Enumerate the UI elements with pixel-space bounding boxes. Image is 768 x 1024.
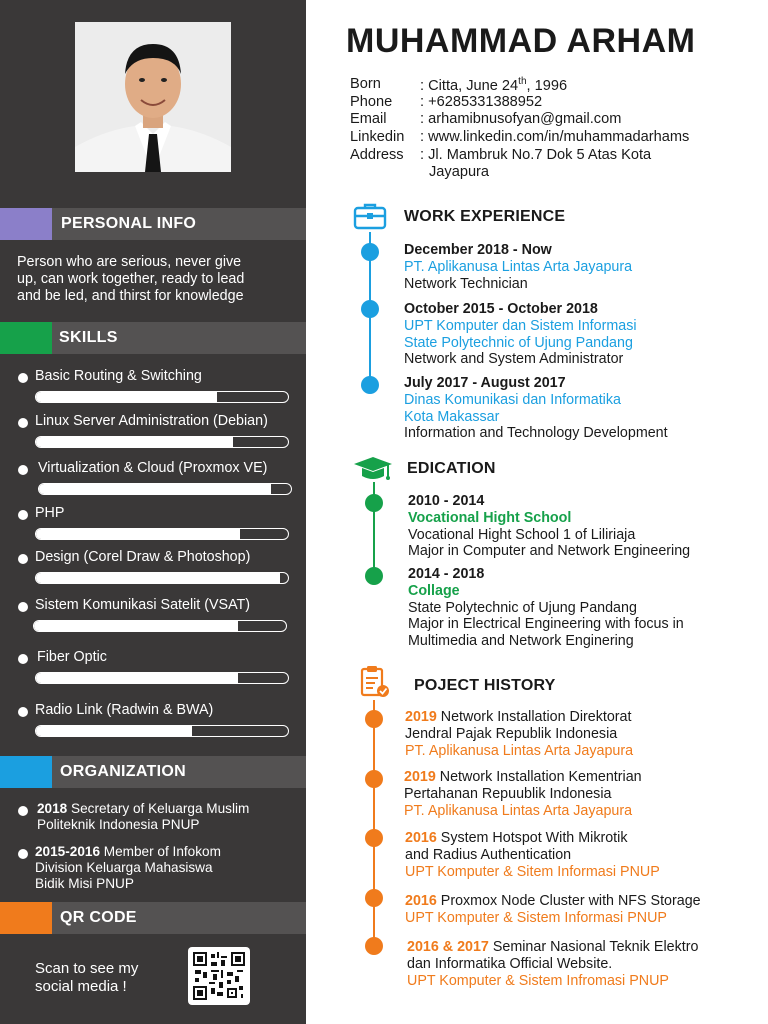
qr-caption-line: social media !: [35, 978, 127, 995]
bullet-icon: [18, 554, 28, 564]
bullet-icon: [18, 602, 28, 612]
profile-photo: [75, 22, 231, 172]
education-level: Collage: [408, 582, 460, 599]
project-text: System Hotspot With Mikrotik: [436, 830, 628, 846]
organization-role: Member of Infokom: [100, 844, 221, 859]
timeline-dot-icon: [361, 243, 379, 261]
skill-bar-fill: [39, 484, 271, 494]
born-value: [420, 76, 567, 94]
phone-value[interactable]: : +6285331388952: [420, 94, 543, 110]
address-label: Address: [350, 147, 404, 163]
project-history-title: POJECT HISTORY: [414, 677, 556, 694]
skill-name: Basic Routing & Switching: [35, 368, 202, 384]
organization-accent: [0, 756, 52, 788]
clipboard-check-icon: [359, 665, 391, 704]
briefcase-icon: [353, 202, 387, 235]
bullet-icon: [18, 373, 28, 383]
skill-bar-fill: [36, 392, 217, 402]
work-company: PT. Aplikanusa Lintas Arta Jayapura: [404, 258, 633, 275]
work-company: Dinas Komunikasi dan Informatika: [404, 391, 621, 408]
about-line: up, can work together, ready to lead: [17, 271, 245, 287]
address-value: : Jl. Mambruk No.7 Dok 5 Atas Kota: [420, 147, 652, 163]
skill-bar: [35, 436, 289, 448]
project-year: 2016: [405, 893, 437, 909]
linkedin-label: Linkedin: [350, 129, 405, 145]
project-text-line-2: Jendral Pajak Republik Indonesia: [405, 725, 618, 742]
organization-title: ORGANIZATION: [60, 763, 186, 780]
qr-caption-line: Scan to see my: [35, 960, 139, 977]
skill-bar: [35, 391, 289, 403]
project-text: Network Installation Kementrian: [435, 769, 642, 785]
about-text: [17, 254, 299, 305]
project-entry: [405, 830, 660, 880]
personal-info-header: [0, 208, 306, 240]
work-entry: [404, 375, 668, 442]
linkedin-row: [350, 129, 690, 145]
project-entry: [405, 893, 701, 927]
work-company-line-2: Kota Makassar: [404, 408, 500, 425]
project-text: Seminar Nasional Teknik Elektro: [488, 939, 699, 955]
project-year: 2016 & 2017: [407, 939, 489, 955]
skills-accent: [0, 322, 52, 354]
project-year: 2019: [405, 709, 437, 725]
work-date: October 2015 - October 2018: [404, 301, 598, 317]
bullet-icon: [18, 654, 28, 664]
phone-row: [350, 94, 543, 110]
project-org: PT. Aplikanusa Lintas Arta Jayapura: [404, 802, 633, 819]
work-experience-title: WORK EXPERIENCE: [404, 208, 566, 225]
timeline-dot-icon: [365, 710, 383, 728]
qr-caption: [35, 960, 185, 996]
project-entry: [405, 709, 633, 759]
work-date: December 2018 - Now: [404, 242, 552, 258]
project-org: UPT Komputer & Sitem Informasi PNUP: [405, 863, 660, 880]
personal-info-title: PERSONAL INFO: [61, 215, 197, 232]
project-text: Network Installation Direktorat: [436, 709, 632, 725]
project-text-line-2: and Radius Authentication: [405, 846, 572, 863]
email-label: Email: [350, 111, 387, 127]
organization-line: Division Keluarga Mahasiswa: [35, 860, 213, 875]
skill-bar: [35, 528, 289, 540]
education-major: Major in Electrical Engineering with focus in: [408, 616, 684, 633]
linkedin-value[interactable]: : www.linkedin.com/in/muhammadarhams: [420, 129, 690, 145]
skill-name: Linux Server Administration (Debian): [35, 413, 268, 429]
bullet-icon: [18, 510, 28, 520]
organization-text: [35, 844, 305, 892]
education-major-line-2: Multimedia and Network Enginering: [408, 633, 634, 650]
skill-name: Sistem Komunikasi Satelit (VSAT): [35, 597, 251, 613]
about-line: and be led, and thirst for knowledge: [17, 288, 244, 304]
born-year: , 1996: [526, 77, 568, 94]
education-entry: [408, 493, 690, 560]
sidebar: [0, 0, 306, 1024]
education-school: State Polytechnic of Ujung Pandang: [408, 599, 637, 616]
project-timeline-line: [373, 700, 375, 950]
education-date: 2010 - 2014: [408, 493, 485, 509]
project-text-line-2: dan Informatika Official Website.: [407, 955, 613, 972]
skill-name: Radio Link (Radwin & BWA): [35, 702, 214, 718]
qr-code-title: QR CODE: [60, 909, 137, 926]
skill-bar: [35, 725, 289, 737]
organization-role: Secretary of Keluarga Muslim: [67, 801, 250, 816]
qr-code-header: [0, 902, 306, 934]
timeline-dot-icon: [365, 937, 383, 955]
skill-name: PHP: [35, 505, 65, 521]
bullet-icon: [18, 418, 28, 428]
skill-bar: [35, 572, 289, 584]
timeline-dot-icon: [365, 889, 383, 907]
about-line: Person who are serious, never give: [17, 254, 242, 270]
address-row: [350, 147, 652, 180]
project-org: UPT Komputer & Sistem Infromasi PNUP: [407, 972, 669, 989]
project-entry: [404, 769, 642, 819]
project-year: 2019: [404, 769, 436, 785]
timeline-dot-icon: [361, 376, 379, 394]
work-company-line-2: State Polytechnic of Ujung Pandang: [404, 334, 633, 351]
work-date: July 2017 - August 2017: [404, 375, 566, 391]
work-company: UPT Komputer dan Sistem Informasi: [404, 317, 637, 334]
organization-line: Bidik Misi PNUP: [35, 876, 134, 891]
born-label: Born: [350, 76, 381, 92]
born-suffix: th: [518, 76, 527, 87]
skill-bar: [33, 620, 287, 632]
work-entry: [404, 301, 637, 368]
born-date: : Citta, June 24: [420, 77, 519, 94]
organization-header: [0, 756, 306, 788]
project-org: PT. Aplikanusa Lintas Arta Jayapura: [405, 742, 634, 759]
skill-bar-fill: [36, 529, 240, 539]
work-role: Network Technician: [404, 275, 528, 292]
personal-info-accent: [0, 208, 52, 240]
qr-code-image[interactable]: [188, 947, 250, 1005]
timeline-dot-icon: [361, 300, 379, 318]
project-org: UPT Komputer & Sistem Informasi PNUP: [405, 909, 667, 926]
education-date: 2014 - 2018: [408, 566, 485, 582]
skill-bar-fill: [36, 673, 238, 683]
timeline-dot-icon: [365, 494, 383, 512]
bullet-icon: [18, 707, 28, 717]
skill-bar-fill: [36, 573, 280, 583]
organization-year: 2018: [37, 801, 68, 816]
bullet-icon: [18, 806, 28, 816]
education-entry: [408, 566, 684, 650]
project-entry: [407, 939, 698, 989]
address-value-line-2: Jayapura: [429, 164, 490, 180]
organization-text: [37, 801, 307, 833]
education-school: Vocational Hight School 1 of Liliriaja: [408, 526, 636, 543]
timeline-dot-icon: [365, 829, 383, 847]
project-year: 2016: [405, 830, 437, 846]
skills-title: SKILLS: [59, 329, 118, 346]
skill-bar-fill: [36, 437, 233, 447]
timeline-dot-icon: [365, 567, 383, 585]
phone-label: Phone: [350, 94, 393, 110]
work-entry: [404, 242, 632, 292]
bullet-icon: [18, 465, 28, 475]
education-major: Major in Computer and Network Engineering: [408, 543, 691, 560]
skill-name: Design (Corel Draw & Photoshop): [35, 549, 251, 565]
project-text: Proxmox Node Cluster with NFS Storage: [436, 893, 701, 909]
organization-year: 2015-2016: [35, 844, 101, 859]
skills-header: [0, 322, 306, 354]
full-name: MUHAMMAD ARHAM: [346, 22, 696, 60]
skill-bar: [38, 483, 292, 495]
work-role: Information and Technology Development: [404, 425, 668, 442]
born-row: [350, 76, 568, 94]
project-text-line-2: Pertahanan Repuublik Indonesia: [404, 785, 612, 802]
qr-code-accent: [0, 902, 52, 934]
skill-name: Virtualization & Cloud (Proxmox VE): [38, 460, 268, 476]
timeline-dot-icon: [365, 770, 383, 788]
bullet-icon: [18, 849, 28, 859]
skill-name: Fiber Optic: [37, 649, 107, 665]
skill-bar: [35, 672, 289, 684]
work-role: Network and System Administrator: [404, 351, 624, 368]
email-value[interactable]: : arhamibnusofyan@gmail.com: [420, 111, 622, 127]
email-row: [350, 111, 622, 127]
skill-bar-fill: [34, 621, 238, 631]
organization-line: Politeknik Indonesia PNUP: [37, 817, 200, 832]
education-level: Vocational Hight School: [408, 509, 572, 526]
skill-bar-fill: [36, 726, 192, 736]
education-title: EDICATION: [407, 460, 496, 477]
